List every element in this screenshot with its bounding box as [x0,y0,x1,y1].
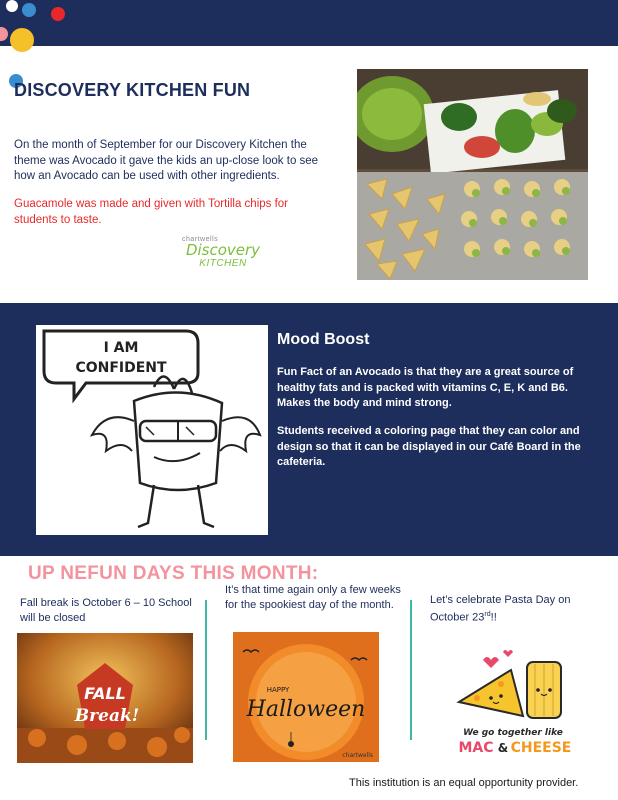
guacamole-chips-photo [357,69,588,280]
fall-break-image [17,633,193,763]
guacamole-note: Guacamole was made and given with Tortilla chips for students to taste. [14,198,289,226]
logo-title: Discovery [185,241,261,259]
decorative-dot [6,0,18,12]
discovery-description: On the month of September for our Discovery Kitchen the theme was Avocado it gave the kids an up-close look to see how an Avocado can be used with other ingredients. [14,139,319,182]
pasta-day-text [430,593,610,625]
logo-brand: chartwells [182,236,219,243]
column-divider [410,600,412,740]
halloween-img-line1: HAPPY [266,686,290,694]
coloring-page-image [36,325,268,535]
fall-img-line2: Break! [74,706,140,726]
fall-break-text: Fall break is October 6 – 10 School will be closed [20,597,192,624]
halloween-image [233,632,379,762]
pasta-day-ordinal: rd [484,610,491,618]
mood-fun-fact: Fun Fact of an Avocado is that they are a great source of healthy fats and is packed with vitamins C, E, K and B6. Makes the body and mind strong. [277,366,574,409]
pasta-day-end: !! [490,611,497,624]
mac-img-line1: We go together like [463,728,563,738]
mac-and-cheese-image [431,632,596,762]
decorative-dot [51,7,65,21]
pasta-day-main: Let’s celebrate Pasta Day on October 23 [430,594,571,624]
upcoming-title: UP NEFUN DAYS THIS MONTH: [28,563,319,584]
footer-disclaimer: This institution is an equal opportunity provider. [349,777,579,789]
halloween-img-brand: chartwells [342,752,373,759]
speech-line-2: CONFIDENT [75,360,167,376]
decorative-dot [22,3,36,17]
discovery-kitchen-logo [178,236,268,280]
column-divider [205,600,207,740]
speech-line-1: I AM [103,340,139,356]
mac-img-cheese: CHEESE [510,740,572,756]
mood-title: Mood Boost [277,331,370,348]
halloween-img-line2: Halloween [246,697,366,722]
header-band [0,0,618,46]
fall-img-line1: FALL [84,684,126,703]
logo-subtitle: KITCHEN [199,258,247,269]
section-title: DISCOVERY KITCHEN FUN [14,80,251,100]
mac-img-mac: MAC [458,740,494,756]
mac-img-amp: & [497,741,509,755]
mood-coloring-note: Students received a coloring page that they can color and design so that it can be displayed in our Café Board in the cafeteria. [277,425,581,468]
decorative-dot [10,28,34,52]
halloween-text: It’s that time again only a few weeks for the spookiest day of the month. [225,584,401,611]
